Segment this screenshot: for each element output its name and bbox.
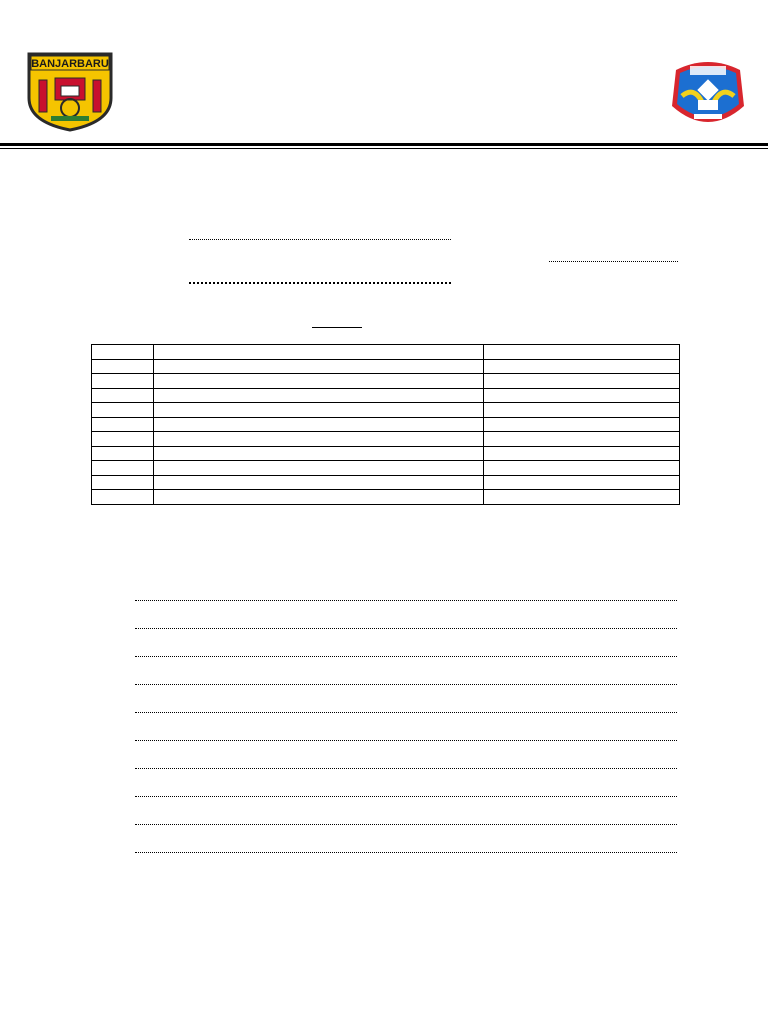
fill-line-1[interactable]: [189, 239, 451, 240]
table-cell[interactable]: [484, 345, 680, 360]
banjarbaru-crest-logo: [25, 52, 115, 132]
table-cell[interactable]: [484, 417, 680, 432]
table-cell[interactable]: [484, 446, 680, 461]
answer-line-9[interactable]: [135, 824, 677, 825]
table-cell[interactable]: [154, 388, 484, 403]
table-cell[interactable]: [154, 446, 484, 461]
heading-underline: [312, 327, 362, 328]
table-cell[interactable]: [92, 446, 154, 461]
table-cell[interactable]: [154, 417, 484, 432]
answer-line-2[interactable]: [135, 628, 677, 629]
table-row: [92, 345, 680, 360]
table-cell[interactable]: [484, 388, 680, 403]
answer-line-3[interactable]: [135, 656, 677, 657]
table-cell[interactable]: [484, 432, 680, 447]
banjarbaru-city-crest-icon: [25, 52, 115, 132]
table-cell[interactable]: [92, 403, 154, 418]
table-cell[interactable]: [92, 359, 154, 374]
table-row: [92, 475, 680, 490]
table-cell[interactable]: [484, 490, 680, 505]
table-cell[interactable]: [154, 432, 484, 447]
table-cell[interactable]: [92, 388, 154, 403]
header-divider-thick: [0, 143, 768, 146]
answer-line-6[interactable]: [135, 740, 677, 741]
answer-line-7[interactable]: [135, 768, 677, 769]
header-divider-thin: [0, 148, 768, 149]
answer-line-1[interactable]: [135, 600, 677, 601]
table-cell[interactable]: [92, 345, 154, 360]
table-cell[interactable]: [154, 475, 484, 490]
fill-line-3[interactable]: [189, 282, 451, 284]
table-cell[interactable]: [484, 475, 680, 490]
table-row: [92, 374, 680, 389]
table-row: [92, 388, 680, 403]
fill-line-2[interactable]: [549, 261, 678, 262]
table-cell[interactable]: [484, 403, 680, 418]
answer-line-5[interactable]: [135, 712, 677, 713]
table-cell[interactable]: [92, 417, 154, 432]
table-cell[interactable]: [154, 359, 484, 374]
table-row: [92, 461, 680, 476]
table-cell[interactable]: [484, 374, 680, 389]
table-row: [92, 403, 680, 418]
table-cell[interactable]: [92, 374, 154, 389]
table-cell[interactable]: [92, 432, 154, 447]
table-cell[interactable]: [154, 374, 484, 389]
answer-line-8[interactable]: [135, 796, 677, 797]
table-row: [92, 359, 680, 374]
table-cell[interactable]: [154, 403, 484, 418]
school-emblem-logo: [668, 56, 748, 130]
table-row: [92, 490, 680, 505]
table-row: [92, 432, 680, 447]
table-cell[interactable]: [484, 359, 680, 374]
table-cell[interactable]: [92, 490, 154, 505]
table-cell[interactable]: [92, 475, 154, 490]
crest-banner-text: BANJARBARU: [31, 58, 109, 70]
school-emblem-icon: [668, 56, 748, 130]
answer-line-4[interactable]: [135, 684, 677, 685]
table-row: [92, 417, 680, 432]
table-row: [92, 446, 680, 461]
empty-table: [91, 344, 680, 505]
table-cell[interactable]: [154, 490, 484, 505]
table-cell[interactable]: [92, 461, 154, 476]
table-cell[interactable]: [154, 345, 484, 360]
table-cell[interactable]: [154, 461, 484, 476]
table-cell[interactable]: [484, 461, 680, 476]
answer-line-10[interactable]: [135, 852, 677, 853]
